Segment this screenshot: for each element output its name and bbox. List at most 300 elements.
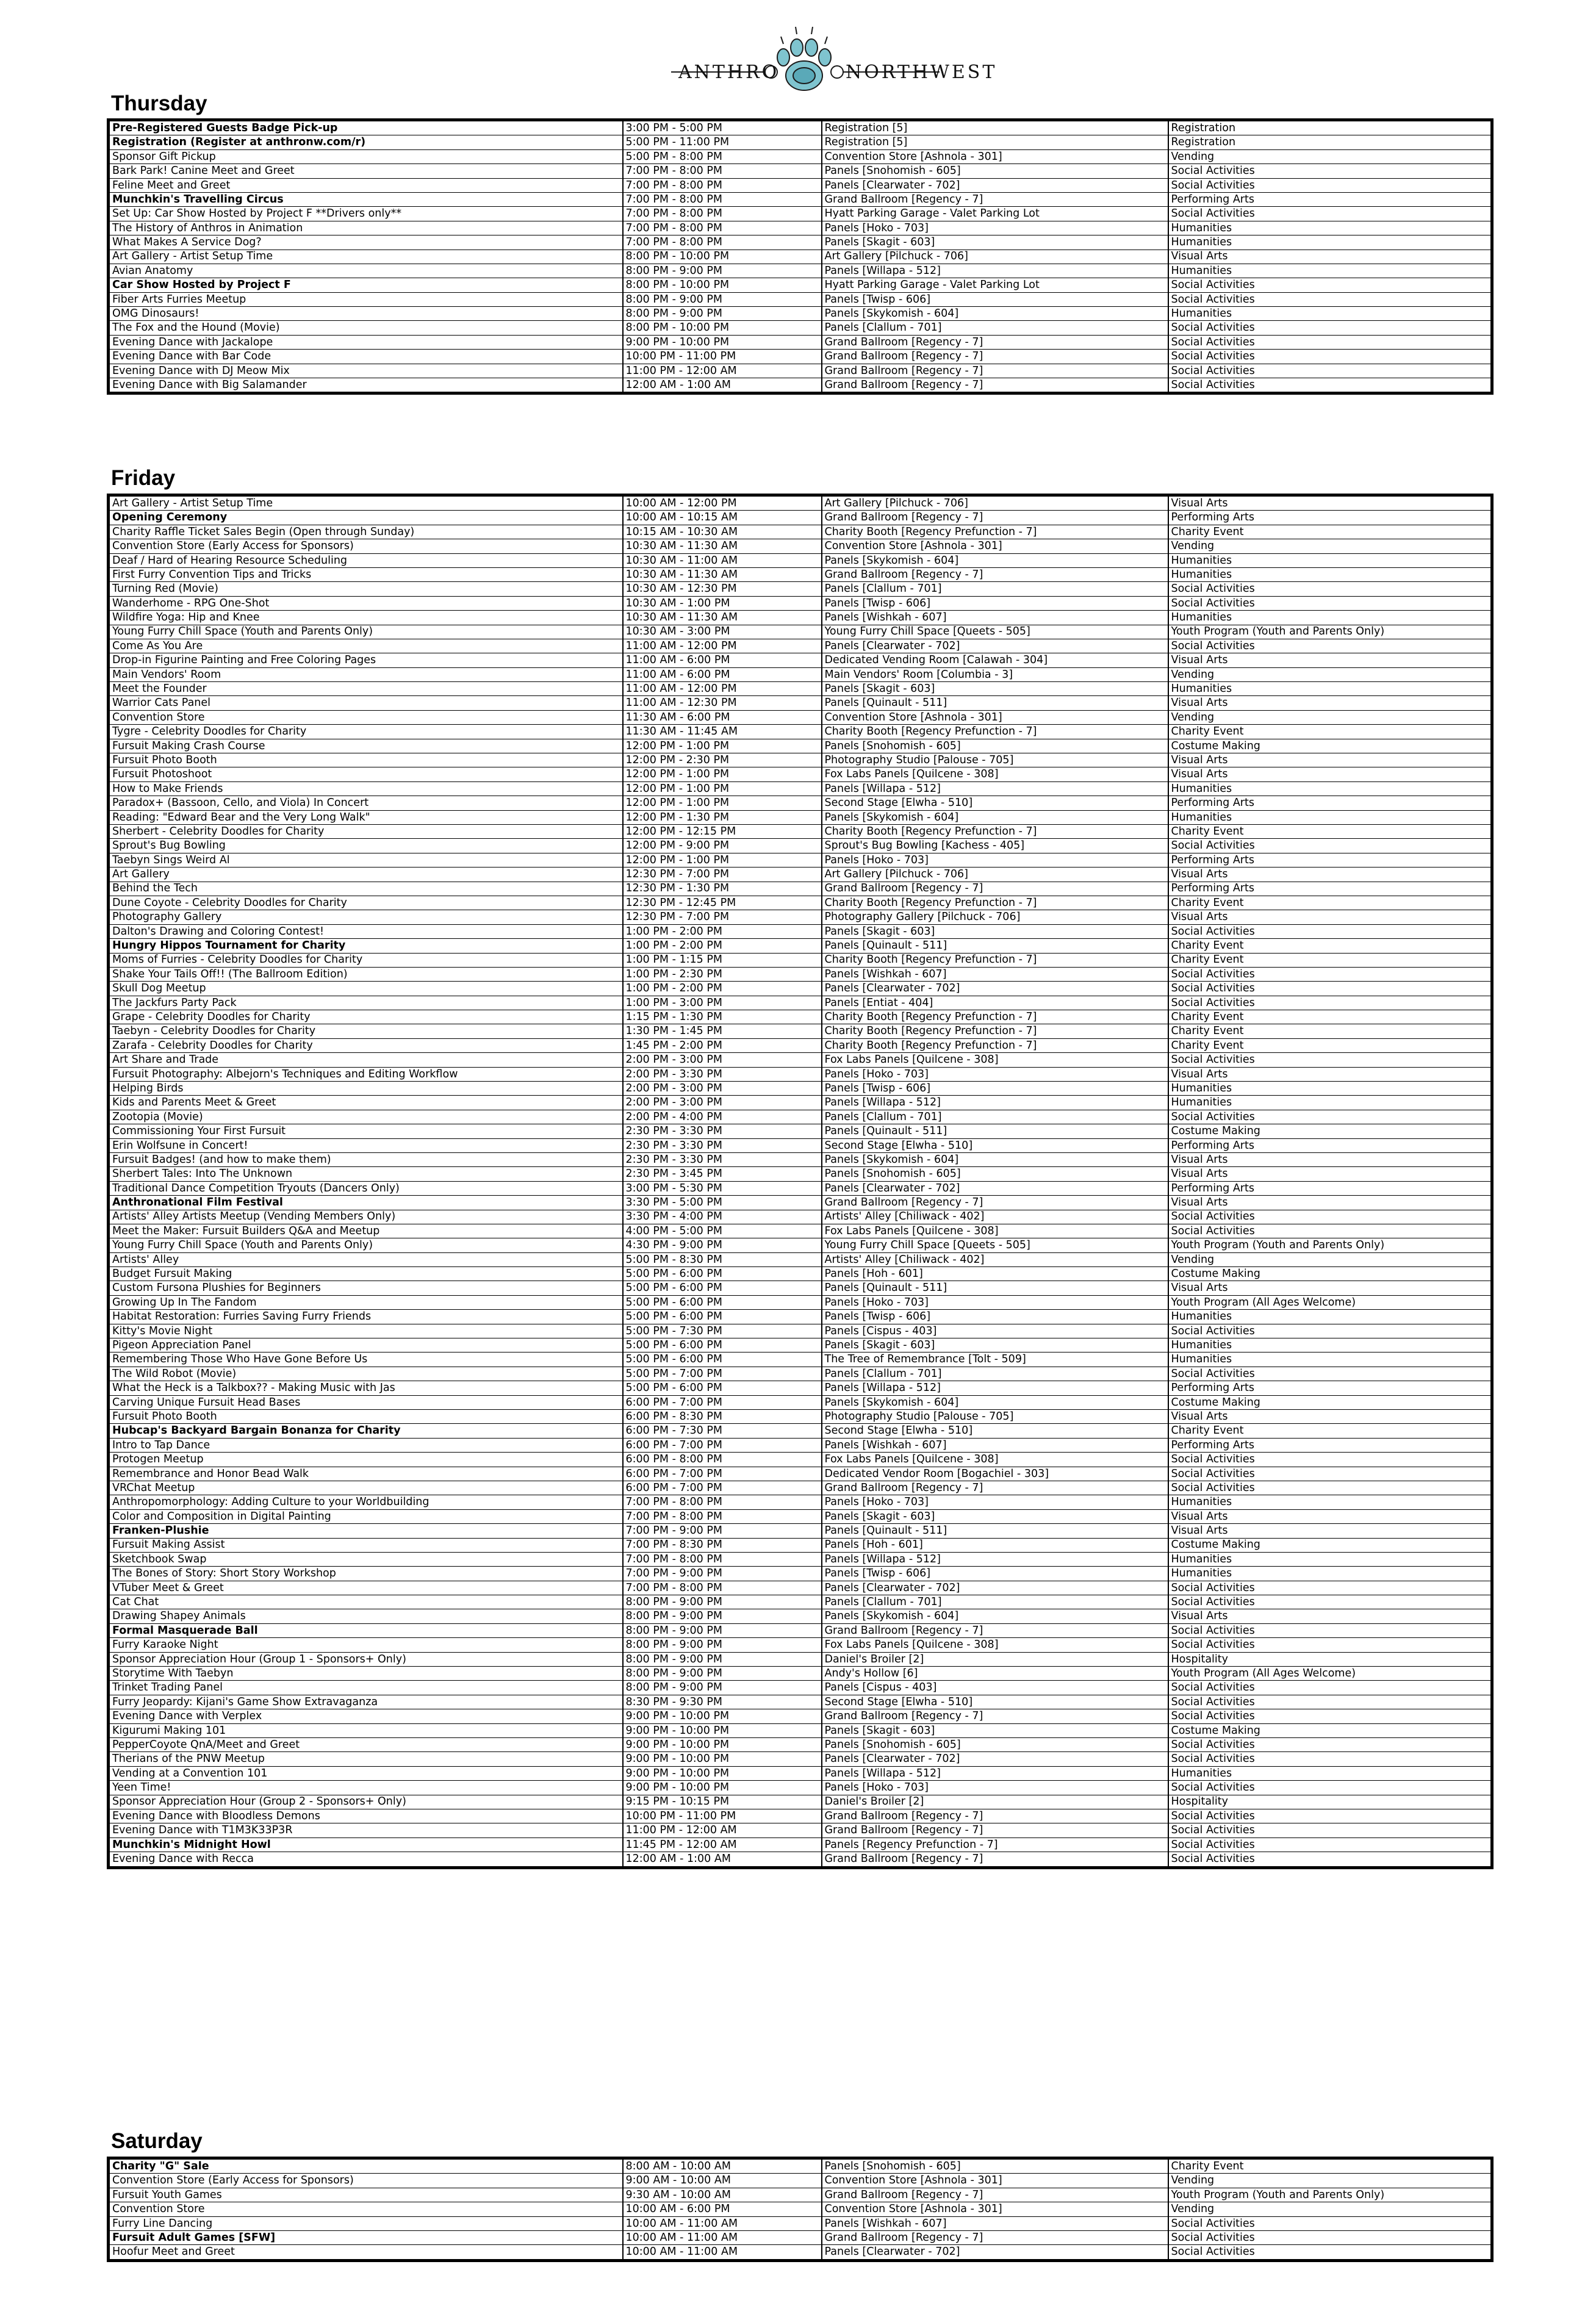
time-cell: 3:00 PM - 5:00 PM [623,120,822,135]
location-cell: Grand Ballroom [Regency - 7] [822,1709,1168,1723]
event-name-cell: Protogen Meetup [109,1453,623,1467]
schedule-row [109,1509,1492,1523]
schedule-row [109,1410,1492,1424]
event-name-cell: Carving Unique Fursuit Head Bases [109,1395,623,1409]
category-cell: Social Activities [1168,207,1492,221]
category-cell: Social Activities [1168,1367,1492,1381]
location-cell: Fox Labs Panels [Quilcene - 308] [822,1453,1168,1467]
location-cell: Charity Booth [Regency Prefunction - 7] [822,896,1168,910]
event-name-cell: Commissioning Your First Fursuit [109,1124,623,1138]
location-cell: Panels [Clearwater - 702] [822,982,1168,996]
schedule-row [109,1795,1492,1809]
time-cell: 12:00 PM - 1:30 PM [623,810,822,824]
schedule-row [109,2202,1492,2216]
schedule-row [109,2230,1492,2244]
category-cell: Social Activities [1168,364,1492,378]
event-name-cell: Avian Anatomy [109,264,623,278]
event-name-cell: What Makes A Service Dog? [109,235,623,250]
time-cell: 4:30 PM - 9:00 PM [623,1238,822,1252]
time-cell: 2:00 PM - 3:30 PM [623,1067,822,1081]
anthro-northwest-logo [665,31,998,104]
event-name-cell: Taebyn Sings Weird Al [109,853,623,867]
location-cell: Panels [Skagit - 603] [822,1509,1168,1523]
schedule-row [109,1310,1492,1324]
schedule-row [109,1723,1492,1737]
category-cell: Charity Event [1168,1424,1492,1438]
event-name-cell: Wanderhome - RPG One-Shot [109,596,623,610]
event-name-cell: Kigurumi Making 101 [109,1723,623,1737]
location-cell: Panels [Clallum - 701] [822,321,1168,335]
time-cell: 10:00 AM - 11:00 AM [623,2245,822,2260]
category-cell: Vending [1168,2202,1492,2216]
schedule-row [109,1352,1492,1367]
event-name-cell: Munchkin's Travelling Circus [109,192,623,206]
category-cell: Humanities [1168,781,1492,796]
category-cell: Performing Arts [1168,192,1492,206]
event-name-cell: Furry Karaoke Night [109,1638,623,1652]
location-cell: Grand Ballroom [Regency - 7] [822,882,1168,896]
category-cell: Social Activities [1168,1210,1492,1224]
location-cell: Fox Labs Panels [Quilcene - 308] [822,767,1168,781]
category-cell: Social Activities [1168,1837,1492,1852]
category-cell: Humanities [1168,567,1492,581]
location-cell: Charity Booth [Regency Prefunction - 7] [822,1038,1168,1052]
category-cell: Humanities [1168,611,1492,625]
category-cell: Charity Event [1168,1024,1492,1038]
event-name-cell: Franken-Plushie [109,1524,623,1538]
category-cell: Humanities [1168,682,1492,696]
category-cell: Costume Making [1168,739,1492,753]
category-cell: Social Activities [1168,1752,1492,1766]
event-name-cell: Color and Composition in Digital Painting [109,1509,623,1523]
schedule-row [109,810,1492,824]
location-cell: Fox Labs Panels [Quilcene - 308] [822,1224,1168,1238]
category-cell: Costume Making [1168,1124,1492,1138]
location-cell: Dedicated Vendor Room [Bogachiel - 303] [822,1467,1168,1481]
location-cell: Grand Ballroom [Regency - 7] [822,350,1168,364]
schedule-row [109,553,1492,567]
schedule-row [109,1224,1492,1238]
location-cell: Grand Ballroom [Regency - 7] [822,1196,1168,1210]
schedule-row [109,1238,1492,1252]
schedule-row [109,1038,1492,1052]
schedule-row [109,149,1492,163]
time-cell: 1:30 PM - 1:45 PM [623,1024,822,1038]
event-name-cell: Sketchbook Swap [109,1552,623,1566]
location-cell: Hyatt Parking Garage - Valet Parking Lot [822,278,1168,292]
location-cell: Panels [Entiat - 404] [822,996,1168,1010]
event-name-cell: Young Furry Chill Space (Youth and Parents Only) [109,625,623,639]
category-cell: Visual Arts [1168,910,1492,924]
schedule-row [109,1538,1492,1552]
event-name-cell: Hungry Hippos Tournament for Charity [109,939,623,953]
location-cell: Second Stage [Elwha - 510] [822,1695,1168,1709]
event-name-cell: Zarafa - Celebrity Doodles for Charity [109,1038,623,1052]
location-cell: Panels [Skykomish - 604] [822,307,1168,321]
event-name-cell: Erin Wolfsune in Concert! [109,1138,623,1152]
category-cell: Visual Arts [1168,696,1492,710]
schedule-row [109,667,1492,681]
day-title-friday: Friday [111,466,176,490]
event-name-cell: Opening Ceremony [109,511,623,525]
category-cell: Performing Arts [1168,1381,1492,1395]
event-name-cell: Zootopia (Movie) [109,1110,623,1124]
location-cell: Dedicated Vending Room [Calawah - 304] [822,653,1168,667]
time-cell: 7:00 PM - 8:00 PM [623,1552,822,1566]
event-name-cell: Evening Dance with Bar Code [109,350,623,364]
event-name-cell: PepperCoyote QnA/Meet and Greet [109,1737,623,1751]
location-cell: Grand Ballroom [Regency - 7] [822,1481,1168,1495]
event-name-cell: Anthropomorphology: Adding Culture to your Worldbuilding [109,1495,623,1509]
event-name-cell: Hubcap's Backyard Bargain Bonanza for Charity [109,1424,623,1438]
category-cell: Social Activities [1168,839,1492,853]
time-cell: 10:00 PM - 11:00 PM [623,1809,822,1823]
schedule-table-saturday [107,2157,1494,2262]
time-cell: 2:00 PM - 4:00 PM [623,1110,822,1124]
event-name-cell: Artists' Alley Artists Meetup (Vending Members Only) [109,1210,623,1224]
category-cell: Youth Program (All Ages Welcome) [1168,1667,1492,1681]
time-cell: 6:00 PM - 7:00 PM [623,1481,822,1495]
schedule-row [109,1096,1492,1110]
event-name-cell: Fursuit Photo Booth [109,1410,623,1424]
event-name-cell: Art Gallery - Artist Setup Time [109,250,623,264]
event-name-cell: Turning Red (Movie) [109,582,623,596]
time-cell: 6:00 PM - 7:00 PM [623,1438,822,1452]
category-cell: Social Activities [1168,292,1492,306]
time-cell: 11:00 AM - 12:30 PM [623,696,822,710]
location-cell: Grand Ballroom [Regency - 7] [822,2230,1168,2244]
time-cell: 10:30 AM - 11:30 AM [623,567,822,581]
time-cell: 5:00 PM - 6:00 PM [623,1352,822,1367]
schedule-row [109,1024,1492,1038]
schedule-row [109,1438,1492,1452]
location-cell: Panels [Hoko - 703] [822,1067,1168,1081]
event-name-cell: Artists' Alley [109,1252,623,1266]
event-name-cell: Reading: "Edward Bear and the Very Long Walk" [109,810,623,824]
location-cell: Panels [Willapa - 512] [822,264,1168,278]
time-cell: 7:00 PM - 8:00 PM [623,207,822,221]
event-name-cell: Evening Dance with DJ Meow Mix [109,364,623,378]
category-cell: Social Activities [1168,1581,1492,1595]
location-cell: Panels [Skagit - 603] [822,235,1168,250]
category-cell: Social Activities [1168,1224,1492,1238]
time-cell: 10:30 AM - 11:30 AM [623,611,822,625]
schedule-row [109,235,1492,250]
time-cell: 8:00 PM - 9:00 PM [623,1638,822,1652]
schedule-row [109,1267,1492,1281]
category-cell: Social Activities [1168,1638,1492,1652]
event-name-cell: Registration (Register at anthronw.com/r) [109,135,623,149]
time-cell: 2:00 PM - 3:00 PM [623,1053,822,1067]
event-name-cell: Therians of the PNW Meetup [109,1752,623,1766]
location-cell: Artists' Alley [Chiliwack - 402] [822,1210,1168,1224]
event-name-cell: Remembrance and Honor Bead Walk [109,1467,623,1481]
schedule-row [109,996,1492,1010]
category-cell: Charity Event [1168,896,1492,910]
schedule-row [109,1053,1492,1067]
event-name-cell: The Jackfurs Party Pack [109,996,623,1010]
schedule-row [109,953,1492,967]
time-cell: 10:00 AM - 11:00 AM [623,2230,822,2244]
schedule-row [109,1338,1492,1352]
schedule-row [109,1152,1492,1166]
category-cell: Social Activities [1168,996,1492,1010]
time-cell: 5:00 PM - 6:00 PM [623,1381,822,1395]
category-cell: Charity Event [1168,1038,1492,1052]
category-cell: Registration [1168,120,1492,135]
category-cell: Hospitality [1168,1652,1492,1666]
time-cell: 12:00 PM - 2:30 PM [623,753,822,767]
category-cell: Performing Arts [1168,511,1492,525]
time-cell: 12:00 AM - 1:00 AM [623,1852,822,1867]
event-name-cell: Evening Dance with Bloodless Demons [109,1809,623,1823]
location-cell: Panels [Skykomish - 604] [822,553,1168,567]
time-cell: 1:00 PM - 2:30 PM [623,967,822,981]
event-name-cell: Trinket Trading Panel [109,1681,623,1695]
location-cell: Panels [Twisp - 606] [822,596,1168,610]
schedule-row [109,1181,1492,1195]
location-cell: Grand Ballroom [Regency - 7] [822,567,1168,581]
category-cell: Vending [1168,1252,1492,1266]
location-cell: Charity Booth [Regency Prefunction - 7] [822,953,1168,967]
location-cell: Art Gallery [Pilchuck - 706] [822,250,1168,264]
event-name-cell: Sherbert Tales: Into The Unknown [109,1167,623,1181]
time-cell: 5:00 PM - 8:30 PM [623,1252,822,1266]
event-name-cell: Grape - Celebrity Doodles for Charity [109,1010,623,1024]
event-name-cell: Fursuit Adult Games [SFW] [109,2230,623,2244]
event-name-cell: Custom Fursona Plushies for Beginners [109,1281,623,1295]
time-cell: 12:00 PM - 1:00 PM [623,767,822,781]
time-cell: 11:00 AM - 6:00 PM [623,653,822,667]
schedule-row [109,1595,1492,1609]
category-cell: Humanities [1168,1352,1492,1367]
time-cell: 6:00 PM - 7:30 PM [623,1424,822,1438]
category-cell: Charity Event [1168,525,1492,539]
event-name-cell: Art Gallery [109,868,623,882]
time-cell: 7:00 PM - 8:00 PM [623,164,822,178]
time-cell: 12:30 PM - 1:30 PM [623,882,822,896]
category-cell: Performing Arts [1168,853,1492,867]
event-name-cell: Yeen Time! [109,1781,623,1795]
schedule-row [109,939,1492,953]
location-cell: Daniel's Broiler [2] [822,1652,1168,1666]
time-cell: 6:00 PM - 8:00 PM [623,1453,822,1467]
event-name-cell: Remembering Those Who Have Gone Before Us [109,1352,623,1367]
location-cell: Panels [Skykomish - 604] [822,810,1168,824]
location-cell: Panels [Hoko - 703] [822,1781,1168,1795]
schedule-row [109,1196,1492,1210]
time-cell: 9:00 PM - 10:00 PM [623,1737,822,1751]
logo-text-left: ANTHRO [678,62,780,83]
time-cell: 10:00 AM - 12:00 PM [623,495,822,511]
event-name-cell: Fursuit Youth Games [109,2188,623,2202]
time-cell: 1:15 PM - 1:30 PM [623,1010,822,1024]
time-cell: 2:30 PM - 3:30 PM [623,1138,822,1152]
category-cell: Visual Arts [1168,1167,1492,1181]
category-cell: Performing Arts [1168,882,1492,896]
schedule-row [109,364,1492,378]
schedule-row [109,596,1492,610]
time-cell: 12:00 PM - 12:15 PM [623,824,822,838]
time-cell: 12:00 PM - 1:00 PM [623,781,822,796]
location-cell: Charity Booth [Regency Prefunction - 7] [822,725,1168,739]
category-cell: Costume Making [1168,1538,1492,1552]
schedule-row [109,1766,1492,1780]
time-cell: 10:30 AM - 11:00 AM [623,553,822,567]
category-cell: Registration [1168,135,1492,149]
time-cell: 10:00 AM - 11:00 AM [623,2216,822,2230]
category-cell: Youth Program (Youth and Parents Only) [1168,1238,1492,1252]
time-cell: 10:00 AM - 10:15 AM [623,511,822,525]
event-name-cell: VTuber Meet & Greet [109,1581,623,1595]
schedule-row [109,495,1492,511]
event-name-cell: Fursuit Making Assist [109,1538,623,1552]
schedule-row [109,853,1492,867]
category-cell: Costume Making [1168,1267,1492,1281]
event-name-cell: Traditional Dance Competition Tryouts (Dancers Only) [109,1181,623,1195]
category-cell: Social Activities [1168,1467,1492,1481]
category-cell: Social Activities [1168,1623,1492,1637]
location-cell: Convention Store [Ashnola - 301] [822,2174,1168,2188]
event-name-cell: Set Up: Car Show Hosted by Project F **Drivers only** [109,207,623,221]
location-cell: Art Gallery [Pilchuck - 706] [822,868,1168,882]
location-cell: Young Furry Chill Space [Queets - 505] [822,625,1168,639]
event-name-cell: Convention Store (Early Access for Sponsors) [109,539,623,553]
category-cell: Visual Arts [1168,250,1492,264]
time-cell: 2:00 PM - 3:00 PM [623,1096,822,1110]
time-cell: 12:00 PM - 1:00 PM [623,739,822,753]
event-name-cell: Convention Store (Early Access for Sponsors) [109,2174,623,2188]
category-cell: Social Activities [1168,350,1492,364]
category-cell: Social Activities [1168,1595,1492,1609]
location-cell: Panels [Quinault - 511] [822,939,1168,953]
schedule-row [109,178,1492,192]
location-cell: Panels [Clallum - 701] [822,1367,1168,1381]
location-cell: Panels [Clearwater - 702] [822,1181,1168,1195]
category-cell: Vending [1168,2174,1492,2188]
location-cell: Panels [Clearwater - 702] [822,2245,1168,2260]
schedule-row [109,525,1492,539]
schedule-row [109,1567,1492,1581]
event-name-cell: OMG Dinosaurs! [109,307,623,321]
time-cell: 7:00 PM - 8:00 PM [623,1509,822,1523]
schedule-row [109,839,1492,853]
category-cell: Humanities [1168,235,1492,250]
schedule-row [109,710,1492,724]
location-cell: Panels [Clallum - 701] [822,1110,1168,1124]
event-name-cell: Vending at a Convention 101 [109,1766,623,1780]
category-cell: Vending [1168,667,1492,681]
time-cell: 8:00 PM - 9:00 PM [623,1681,822,1695]
location-cell: Grand Ballroom [Regency - 7] [822,511,1168,525]
location-cell: Panels [Quinault - 511] [822,1524,1168,1538]
time-cell: 7:00 PM - 9:00 PM [623,1524,822,1538]
category-cell: Visual Arts [1168,753,1492,767]
category-cell: Social Activities [1168,278,1492,292]
paw-print-icon [777,27,831,90]
time-cell: 7:00 PM - 8:00 PM [623,221,822,235]
time-cell: 3:30 PM - 4:00 PM [623,1210,822,1224]
schedule-row [109,1295,1492,1309]
location-cell: Panels [Snohomish - 605] [822,1167,1168,1181]
time-cell: 9:00 PM - 10:00 PM [623,1709,822,1723]
event-name-cell: Sponsor Gift Pickup [109,149,623,163]
location-cell: Panels [Skykomish - 604] [822,1395,1168,1409]
event-name-cell: VRChat Meetup [109,1481,623,1495]
schedule-row [109,767,1492,781]
time-cell: 8:00 PM - 9:00 PM [623,1609,822,1623]
time-cell: 9:00 PM - 10:00 PM [623,1723,822,1737]
schedule-row [109,1781,1492,1795]
category-cell: Performing Arts [1168,796,1492,810]
event-name-cell: Formal Masquerade Ball [109,1623,623,1637]
schedule-row [109,335,1492,349]
location-cell: Grand Ballroom [Regency - 7] [822,364,1168,378]
schedule-row [109,1837,1492,1852]
schedule-row [109,1082,1492,1096]
location-cell: Panels [Hoh - 601] [822,1267,1168,1281]
time-cell: 2:00 PM - 3:00 PM [623,1082,822,1096]
time-cell: 12:00 PM - 1:00 PM [623,796,822,810]
time-cell: 11:00 AM - 6:00 PM [623,667,822,681]
category-cell: Humanities [1168,1766,1492,1780]
schedule-row [109,1609,1492,1623]
category-cell: Social Activities [1168,596,1492,610]
time-cell: 10:00 AM - 6:00 PM [623,2202,822,2216]
location-cell: Panels [Quinault - 511] [822,1124,1168,1138]
category-cell: Humanities [1168,1552,1492,1566]
event-name-cell: Warrior Cats Panel [109,696,623,710]
time-cell: 10:30 AM - 11:30 AM [623,539,822,553]
time-cell: 7:00 PM - 8:00 PM [623,178,822,192]
schedule-row [109,1367,1492,1381]
schedule-row [109,1138,1492,1152]
location-cell: Photography Studio [Palouse - 705] [822,1410,1168,1424]
schedule-row [109,1823,1492,1837]
event-name-cell: What the Heck is a Talkbox?? - Making Music with Jas [109,1381,623,1395]
schedule-row [109,292,1492,306]
event-name-cell: Feline Meet and Greet [109,178,623,192]
time-cell: 12:00 PM - 9:00 PM [623,839,822,853]
time-cell: 3:00 PM - 5:30 PM [623,1181,822,1195]
category-cell: Social Activities [1168,982,1492,996]
time-cell: 12:30 PM - 12:45 PM [623,896,822,910]
time-cell: 11:30 AM - 6:00 PM [623,710,822,724]
time-cell: 12:30 PM - 7:00 PM [623,868,822,882]
category-cell: Charity Event [1168,939,1492,953]
schedule-row [109,739,1492,753]
event-name-cell: Car Show Hosted by Project F [109,278,623,292]
time-cell: 9:00 PM - 10:00 PM [623,1766,822,1780]
category-cell: Social Activities [1168,1781,1492,1795]
event-name-cell: Skull Dog Meetup [109,982,623,996]
event-name-cell: Drawing Shapey Animals [109,1609,623,1623]
schedule-row [109,1552,1492,1566]
time-cell: 7:00 PM - 8:00 PM [623,1581,822,1595]
location-cell: Panels [Skagit - 603] [822,1338,1168,1352]
time-cell: 9:15 PM - 10:15 PM [623,1795,822,1809]
day-title-thursday: Thursday [111,92,207,115]
location-cell: Panels [Wishkah - 607] [822,2216,1168,2230]
day-title-saturday: Saturday [111,2129,203,2153]
schedule-row [109,1453,1492,1467]
event-name-cell: Wildfire Yoga: Hip and Knee [109,611,623,625]
time-cell: 10:30 AM - 1:00 PM [623,596,822,610]
category-cell: Visual Arts [1168,1609,1492,1623]
category-cell: Social Activities [1168,1481,1492,1495]
category-cell: Social Activities [1168,378,1492,393]
event-name-cell: Evening Dance with Verplex [109,1709,623,1723]
